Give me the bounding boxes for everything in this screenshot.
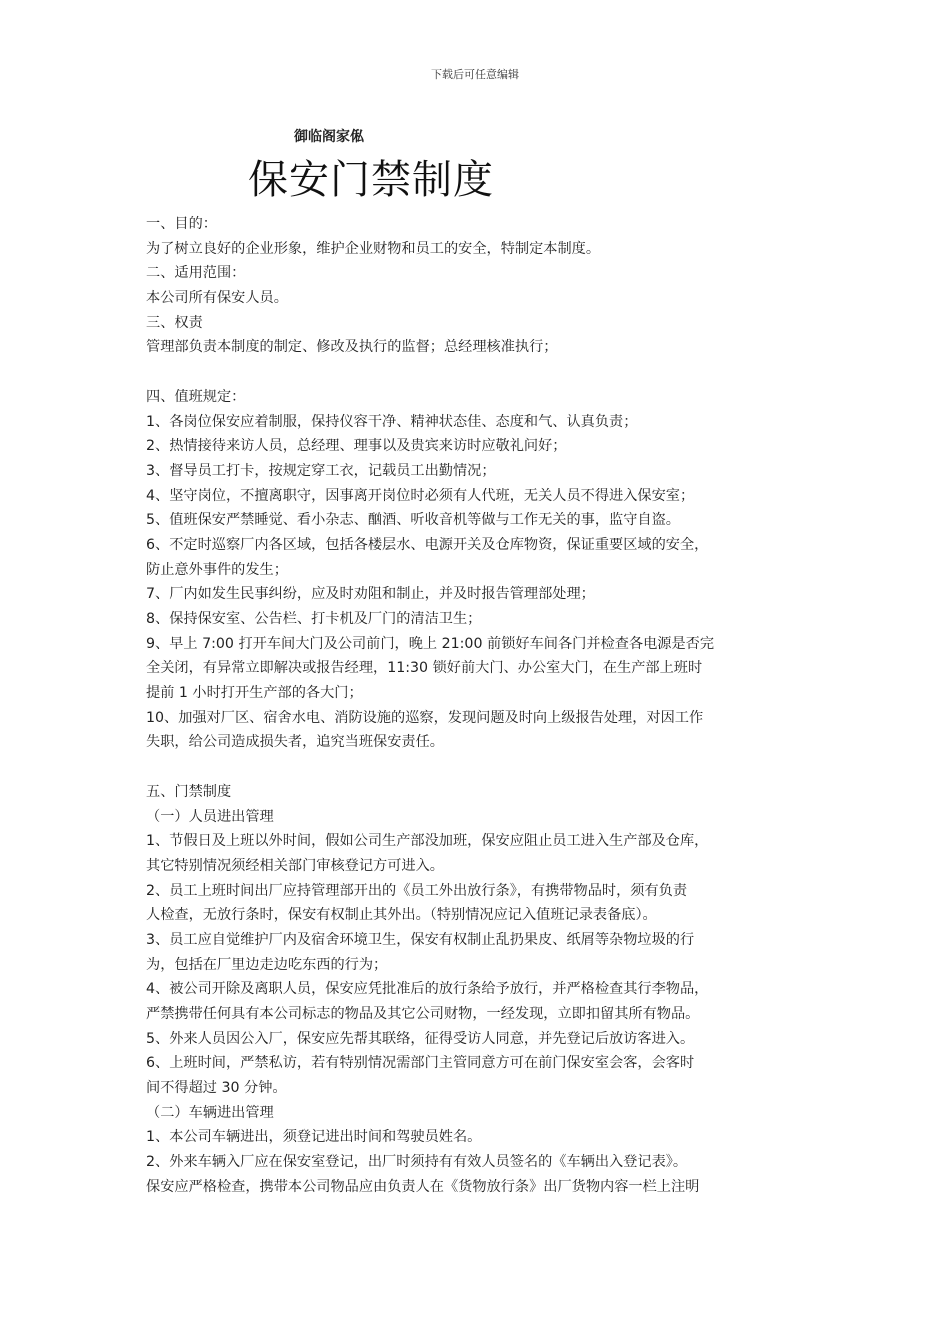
paragraph-line: 全关闭，有异常立即解决或报告经理，11:30 锁好前大门、办公室大门，在生产部上班时 — [146, 660, 703, 677]
paragraph-line: 为，包括在厂里边走边吃东西的行为； — [146, 956, 388, 973]
paragraph-line: 提前 1 小时打开生产部的各大门； — [146, 685, 363, 702]
blank-line — [146, 360, 822, 385]
paragraph-line: 五、门禁制度 — [146, 783, 232, 800]
paragraph-line: 1、节假日及上班以外时间，假如公司生产部没加班，保安应阻止员工进入生产部及仓库， — [146, 833, 709, 850]
document-body — [146, 212, 822, 1200]
paragraph-line: 2、外来车辆入厂应在保安室登记，出厂时须持有有效人员签名的《车辆出入登记表》。 — [146, 1154, 688, 1171]
paragraph-line: （一）人员进出管理 — [146, 808, 274, 825]
paragraph-line: 四、值班规定： — [146, 388, 246, 405]
paragraph-line: （二）车辆进出管理 — [146, 1104, 274, 1121]
paragraph-line: 一、目的： — [146, 216, 217, 232]
paragraph-line: 6、不定时巡察厂内各区域，包括各楼层水、电源开关及仓库物资，保证重要区域的安全， — [146, 536, 709, 553]
header-note: 下载后可任意编辑 — [431, 68, 519, 81]
paragraph-line: 失职，给公司造成损失者，追究当班保安责任。 — [146, 734, 444, 751]
paragraph-line: 8、保持保安室、公告栏、打卡机及厂门的清洁卫生； — [146, 611, 482, 627]
paragraph-line: 3、员工应自觉维护厂内及宿舍环境卫生，保安有权制止乱扔果皮、纸屑等杂物垃圾的行 — [146, 931, 695, 948]
paragraph-line: 人检查，无放行条时，保安有权制止其外出。（特别情况应记入值班记录表备底）。 — [146, 907, 657, 924]
paragraph-line: 1、各岗位保安应着制服，保持仪容干净、精神状态佳、态度和气、认真负责； — [146, 413, 638, 430]
paragraph-line: 间不得超过 30 分钟。 — [146, 1080, 287, 1097]
paragraph-line: 4、坚守岗位，不擅离职守，因事离开岗位时必须有人代班，无关人员不得进入保安室； — [146, 487, 695, 504]
paragraph-line: 二、适用范围： — [146, 265, 246, 282]
paragraph-line: 7、厂内如发生民事纠纷，应及时劝阻和制止，并及时报告管理部处理； — [146, 586, 595, 603]
paragraph-line: 2、热情接待来访人员，总经理、理事以及贵宾来访时应敬礼问好； — [146, 438, 567, 455]
paragraph-line: 三、权责 — [146, 314, 203, 331]
paragraph-line: 严禁携带任何具有本公司标志的物品及其它公司财物，一经发现，立即扣留其所有物品。 — [146, 1006, 700, 1022]
paragraph-line: 2、员工上班时间出厂应持管理部开出的《员工外出放行条》，有携带物品时，须有负责 — [146, 882, 688, 899]
document-title: 保安门禁制度 — [248, 157, 494, 203]
paragraph-line: 管理部负责本制度的制定、修改及执行的监督；总经理核准执行； — [146, 339, 558, 356]
paragraph-line: 为了树立良好的企业形象，维护企业财物和员工的安全，特制定本制度。 — [146, 240, 601, 257]
paragraph-line: 保安应严格检查，携带本公司物品应由负责人在《货物放行条》出厂货物内容一栏上注明 — [146, 1178, 700, 1195]
paragraph-line: 3、督导员工打卡，按规定穿工衣，记载员工出勤情况； — [146, 462, 496, 479]
paragraph-line: 10、加强对厂区、宿舍水电、消防设施的巡察，发现问题及时向上级报告处理，对因工作 — [146, 709, 704, 726]
paragraph-line: 4、被公司开除及离职人员，保安应凭批准后的放行条给予放行，并严格检查其行李物品， — [146, 981, 709, 998]
company-name: 御临阁家俬 — [294, 129, 364, 145]
paragraph-line: 6、上班时间，严禁私访，若有特别情况需部门主管同意方可在前门保安室会客，会客时 — [146, 1055, 695, 1072]
paragraph-line: 防止意外事件的发生； — [146, 561, 288, 578]
paragraph-line: 1、本公司车辆进出，须登记进出时间和驾驶员姓名。 — [146, 1129, 482, 1146]
blank-line — [146, 755, 822, 780]
paragraph-line: 其它特别情况须经相关部门审核登记方可进入。 — [146, 857, 444, 874]
paragraph-line: 本公司所有保安人员。 — [146, 290, 288, 307]
paragraph-line: 5、值班保安严禁睡觉、看小杂志、酗酒、听收音机等做与工作无关的事，监守自盗。 — [146, 512, 680, 529]
paragraph-line: 5、外来人员因公入厂，保安应先帮其联络，征得受访人同意，并先登记后放访客进入。 — [146, 1030, 695, 1047]
paragraph-line: 9、早上 7:00 打开车间大门及公司前门，晚上 21:00 前锁好车间各门并检查各电源是否完 — [146, 635, 715, 652]
